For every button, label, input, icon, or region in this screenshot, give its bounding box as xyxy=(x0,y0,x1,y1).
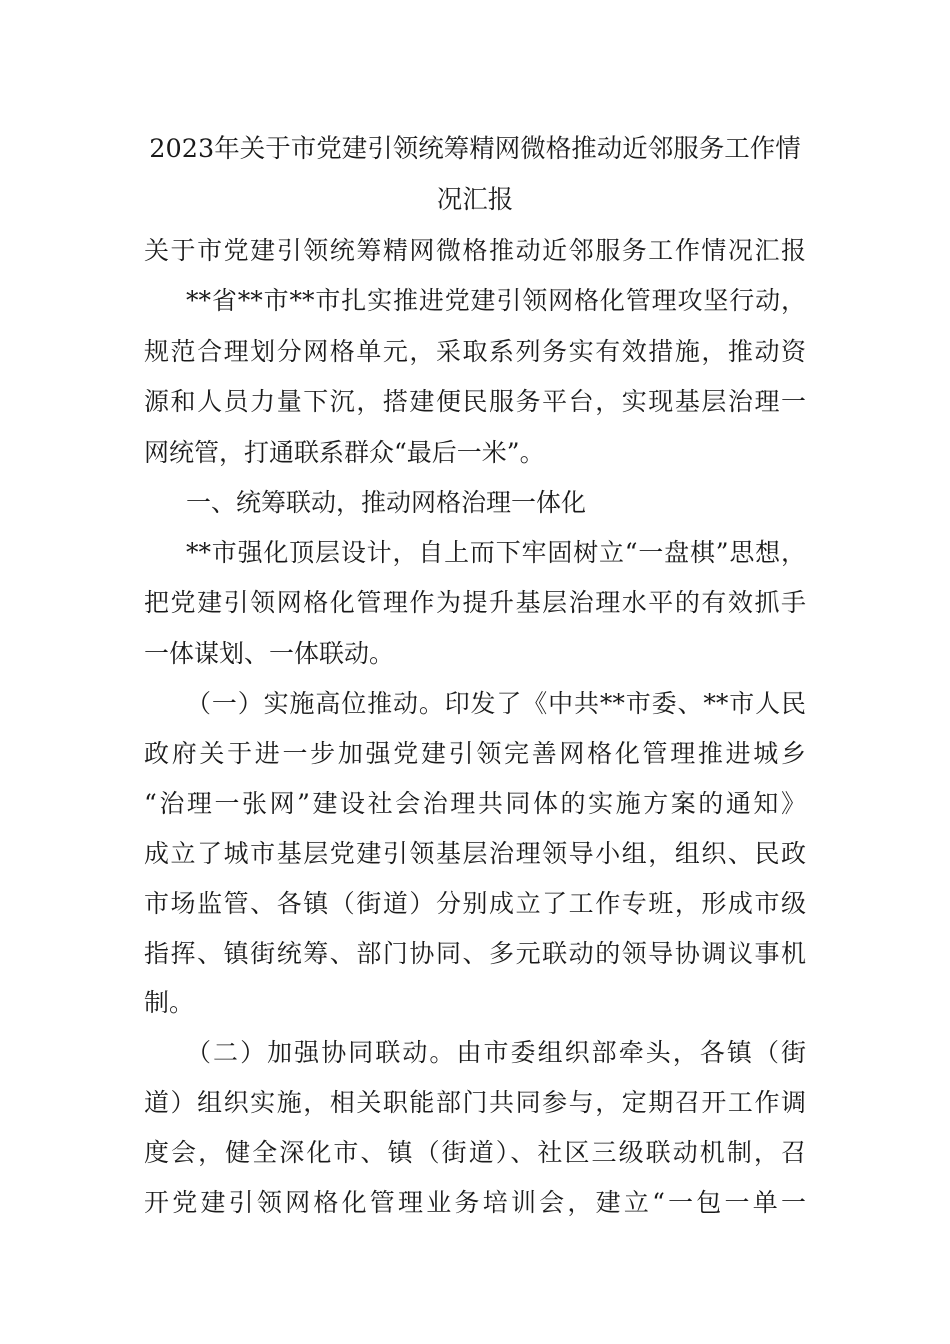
paragraph-line: 指挥、镇街统筹、部门协同、多元联动的领导协调议事机 xyxy=(144,939,806,968)
paragraph-line: 市场监管、各镇（街道）分别成立了工作专班，形成市级 xyxy=(144,889,806,918)
paragraph-line: **省**市**市扎实推进党建引领网格化管理攻坚行动， xyxy=(186,286,806,315)
paragraph-line: “治理一张网”建设社会治理共同体的实施方案的通知》 xyxy=(144,789,806,818)
paragraph-line: 网统管，打通联系群众“最后一米”。 xyxy=(144,438,545,467)
document-title-line-2: 况汇报 xyxy=(436,185,514,215)
paragraph-line: （二）加强协同联动。由市委组织部牵头，各镇（街 xyxy=(186,1038,806,1067)
paragraph-line: 规范合理划分网格单元，采取系列务实有效措施，推动资 xyxy=(144,337,806,366)
paragraph-line: 一体谋划、一体联动。 xyxy=(144,639,395,668)
paragraph-line: （一）实施高位推动。印发了《中共**市委、**市人民 xyxy=(186,689,806,718)
document-subtitle: 关于市党建引领统筹精网微格推动近邻服务工作情况汇报 xyxy=(144,236,806,265)
paragraph-line: 道）组织实施，相关职能部门共同参与，定期召开工作调 xyxy=(144,1088,806,1117)
paragraph-line: **市强化顶层设计，自上而下牢固树立“一盘棋”思想， xyxy=(186,538,806,567)
paragraph-line: 源和人员力量下沉，搭建便民服务平台，实现基层治理一 xyxy=(144,387,806,416)
paragraph-line: 开党建引领网格化管理业务培训会，建立“一包一单一 xyxy=(144,1188,806,1217)
section-heading: 一、统筹联动，推动网格治理一体化 xyxy=(186,488,587,517)
document-title-line-1: 2023年关于市党建引领统筹精网微格推动近邻服务工作情 xyxy=(149,134,801,164)
paragraph-line: 制。 xyxy=(144,988,195,1017)
paragraph-line: 把党建引领网格化管理作为提升基层治理水平的有效抓手 xyxy=(144,588,806,617)
paragraph-line: 成立了城市基层党建引领基层治理领导小组，组织、民政 xyxy=(144,839,806,868)
paragraph-line: 政府关于进一步加强党建引领完善网格化管理推进城乡 xyxy=(144,739,806,768)
paragraph-line: 度会，健全深化市、镇（街道）、社区三级联动机制，召 xyxy=(144,1138,806,1167)
